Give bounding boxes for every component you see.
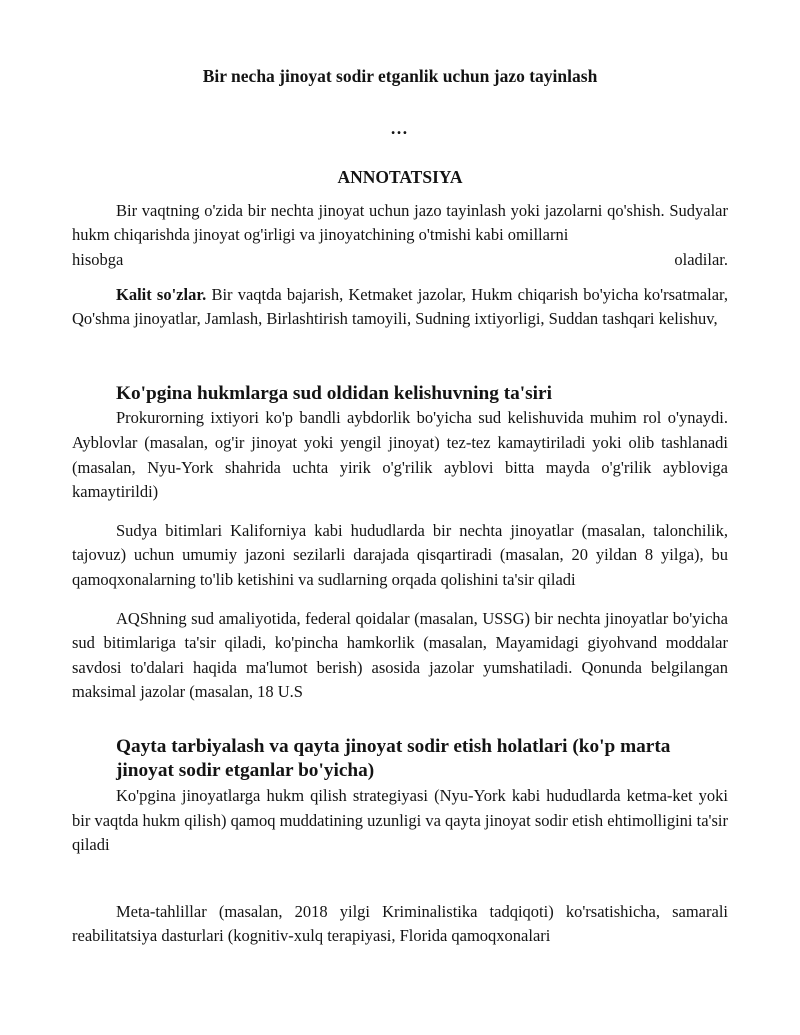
intro-last-line-left: hisobga — [72, 249, 124, 269]
document-title: Bir necha jinoyat sodir etganlik uchun jazo tayinlash — [202, 66, 598, 86]
keywords-label: Kalit so'zlar. — [116, 284, 207, 304]
paragraph-us-practice: AQShning sud amaliyotida, federal qoidalar (masalan, USSG) bir nechta jinoyatlar bo'yicha sud bitimlariga ta'sir qiladi, ko'pincha hamkorlik (masalan, Mayamidagi giyohvand moddalar savdosi to'dalari haqida ma'lumot berish) asosida jazolar yumshatiladi. Qonunda belgilangan maksimal jazolar (masalan, 18 U.S — [72, 608, 728, 702]
paragraph-recidivism: Ko'pgina jinoyatlarga hukm qilish strategiyasi (Nyu-York kabi hududlarda ketma-ket yoki bir vaqtda hukm qilish) qamoq muddatining uzunligi va qayta jinoyat sodir etish ehtimolligini ta'sir qiladi — [72, 786, 729, 855]
separator-ellipsis: … — [390, 117, 410, 138]
keywords-paragraph — [72, 283, 728, 332]
annotation-heading: ANNOTATSIYA — [337, 167, 463, 188]
section-1-heading: Ko'pgina hukmlarga sud oldidan kelishuvning ta'siri — [116, 382, 552, 404]
intro-paragraph: Bir vaqtning o'zida bir nechta jinoyat uchun jazo tayinlash yoki jazolarni qo'shish. Sudyalar hukm chiqarishda jinoyat og'irligi va jinoyatchining o'tmishi kabi omillarni — [72, 200, 728, 245]
paragraph-meta-analysis: Meta-tahlillar (masalan, 2018 yilgi Kriminalistika tadqiqoti) ko'rsatishicha, samarali reabilitatsiya dasturlari (kognitiv-xulq terapiyasi, Florida qamoqxonalari — [72, 901, 728, 946]
paragraph-plea-bargain: Prokurorning ixtiyori ko'p bandli aybdorlik bo'yicha sud kelishuvida muhim rol o'ynaydi. Ayblovlar (masalan, og'ir jinoyat yoki yengil jinoyat) tez-tez kamaytiriladi yoki olib tashlanadi (masalan, Nyu-York shahrida uchta yirik o'g'rilik ayblovi bitta mayda o'g'rilik aybloviga kamaytirildi) — [72, 408, 728, 502]
intro-last-line-right: oladilar. — [674, 249, 728, 269]
paragraph-judge-deals: Sudya bitimlari Kaliforniya kabi hududlarda bir nechta jinoyatlar (masalan, talonchilik, tajovuz) uchun umumiy jazoni sezilarli darajada qisqartiradi (masalan, 20 yildan 8 yilga), bu qamoqxonalarning to'lib ketishini va sudlarning orqada qolishini ta'sir qiladi — [72, 520, 728, 589]
keywords-text: Bir vaqtda bajarish, Ketmaket jazolar, Hukm chiqarish bo'yicha ko'rsatmalar, Qo'shma jinoyatlar, Jamlash, Birlashtirish tamoyili, Sudning ixtiyorligi, Suddan tashqari kelishuv, — [72, 284, 728, 329]
intro-paragraph-last-line — [72, 248, 728, 273]
section-2-heading: Qayta tarbiyalash va qayta jinoyat sodir etish holatlari (ko'p marta jinoyat sodir etganlar bo'yicha) — [116, 735, 671, 782]
